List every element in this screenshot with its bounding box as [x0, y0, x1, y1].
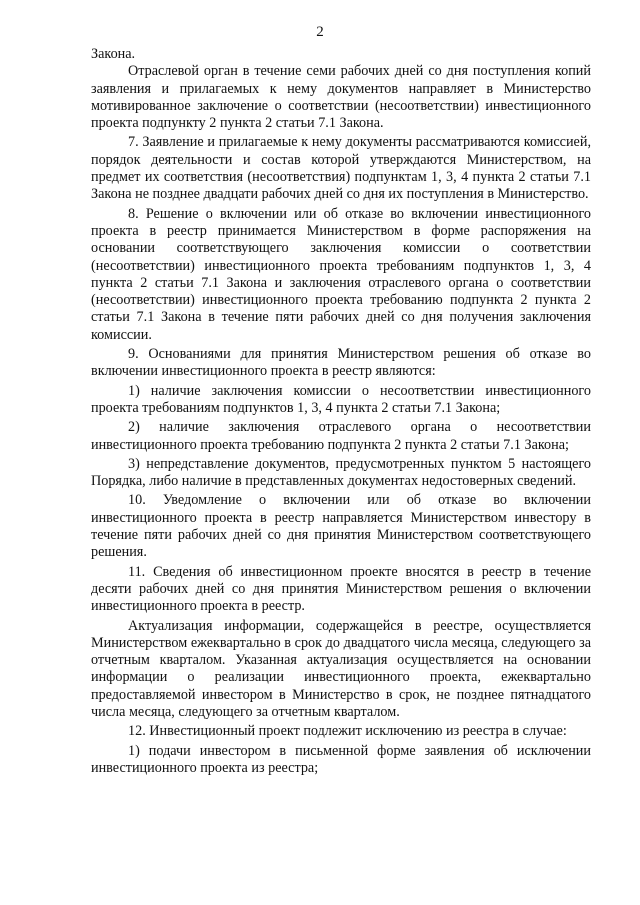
- paragraph-item-9-sub-3: 3) непредставление документов, предусмотренных пунктом 5 настоящего Порядка, либо наличие в представленных документах недостоверных сведений.: [91, 455, 591, 490]
- paragraph-item-9-sub-1: 1) наличие заключения комиссии о несоответствии инвестиционного проекта требованиям подпунктов 1, 3, 4 пункта 2 статьи 7.1 Закона;: [91, 382, 591, 416]
- paragraph-actualization: Актуализация информации, содержащейся в реестре, осуществляется Министерством ежеквартально в срок до двадцатого числа месяца, следующего за отчетным кварталом. Указанная актуализация осуществляется на основании информации о реализации инвестиционного проекта, ежеквартально предоставляемой инвестором в Министерство в срок, не позднее пятнадцатого числа месяца, следующего за отчетным кварталом.: [91, 617, 591, 720]
- paragraph-item-7: 7. Заявление и прилагаемые к нему документы рассматриваются комиссией, порядок деятельности и состав которой утверждаются Министерством, на предмет их соответствия (несоответствия) подпунктам 1, 3, 4 пункта 2 статьи 7.1 Закона не позднее двадцати рабочих дней со дня их поступления в Министерство.: [91, 134, 591, 203]
- paragraph-continuation: Закона.: [91, 46, 136, 62]
- document-body: [91, 46, 591, 777]
- paragraph-item-12-sub-1: 1) подачи инвестором в письменной форме заявления об исключении инвестиционного проекта из реестра;: [91, 742, 591, 776]
- paragraph-item-12: 12. Инвестиционный проект подлежит исключению из реестра в случае:: [128, 723, 567, 740]
- paragraph-sectoral-body-conclusion: Отраслевой орган в течение семи рабочих дней со дня поступления копий заявления и прилагаемых к нему документов направляет в Министерство мотивированное заключение о соответствии (несоответствии) инвестиционного проекта подпункту 2 пункта 2 статьи 7.1 Закона.: [91, 63, 591, 132]
- paragraph-item-10: 10. Уведомление о включении или об отказе во включении инвестиционного проекта в реестр направляется Министерством инвестору в течение пяти рабочих дней со дня принятия Министерством соответствующего решения.: [91, 492, 591, 561]
- paragraph-item-8: 8. Решение о включении или об отказе во включении инвестиционного проекта в реестр принимается Министерством в форме распоряжения на основании соответствующего заключения комиссии о соответствии (несоответствии) инвестиционного проекта требованиям подпунктов 1, 3, 4 пункта 2 статьи 7.1 Закона и заключения отраслевого органа о соответствии (несоответствии) инвестиционного проекта требованию подпункта 2 пункта 2 статьи 7.1 Закона в течение пяти рабочих дней со дня получения заключения комиссии.: [91, 205, 591, 343]
- page-number: 2: [316, 24, 324, 40]
- paragraph-item-9: 9. Основаниями для принятия Министерством решения об отказе во включении инвестиционного проекта в реестр являются:: [91, 346, 591, 380]
- paragraph-item-11: 11. Сведения об инвестиционном проекте вносятся в реестр в течение десяти рабочих дней со дня принятия Министерством решения о включении инвестиционного проекта в реестр.: [91, 563, 591, 615]
- paragraph-item-9-sub-2: 2) наличие заключения отраслевого органа о несоответствии инвестиционного проекта требованию подпункта 2 пункта 2 статьи 7.1 Закона;: [91, 419, 591, 453]
